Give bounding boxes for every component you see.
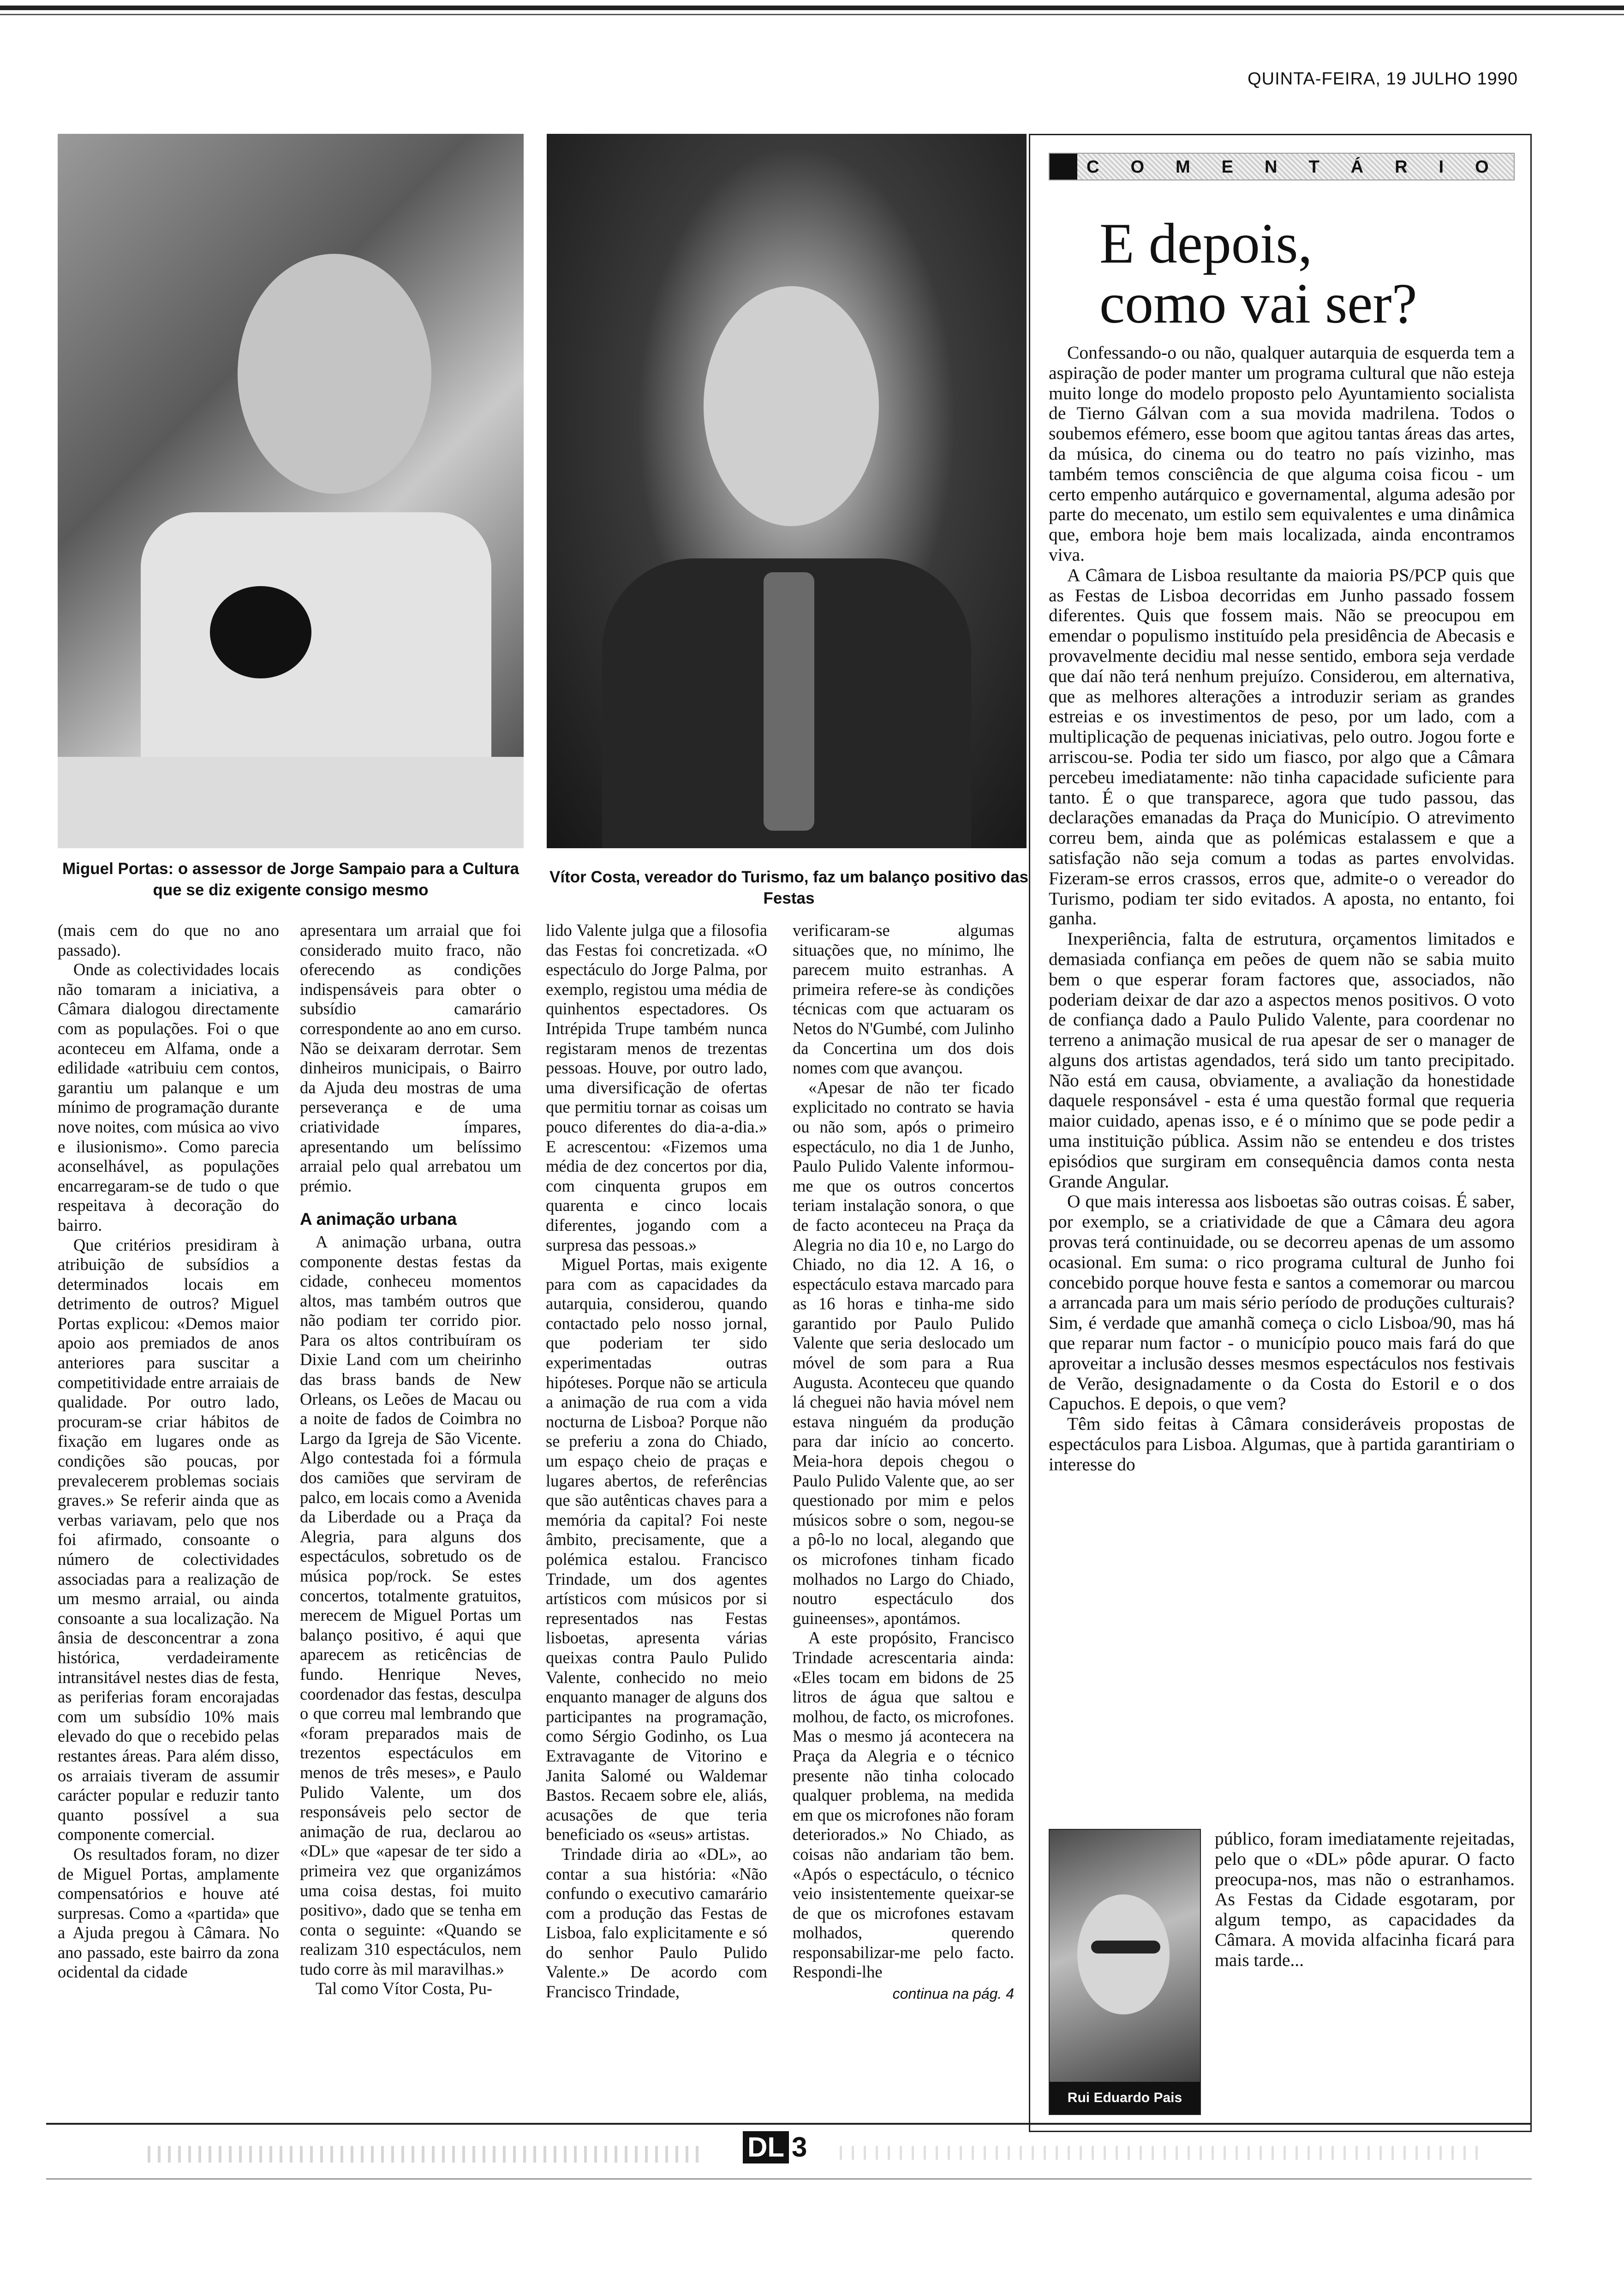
article-column-4 <box>793 921 1014 2102</box>
photo-subject-head <box>704 286 879 526</box>
top-rule <box>0 6 1624 10</box>
comment-final-paragraph: público, foram imediatamente rejeitadas, pelo que o «DL» pôde apurar. O facto preocupa-nos, mas não o estranhamos. As Festas da Cidade esgotaram, por algum tempo, as capacidades da Câmara. A movida alfacinha ficará para mais tarde... <box>1215 1828 1515 1970</box>
comment-title <box>1099 214 1515 334</box>
comment-section-tag <box>1049 153 1520 180</box>
article-paragraph: A animação urbana, outra componente destas festas da cidade, conheceu momentos altos, mas também outros que não podiam ter corrido pior. Para os altos contribuíram os Dixie Land com um cheirinho das brass bands de New Orleans, os Leões de Macau ou a noite de fados de Coimbra no Largo da Igreja de São Vicente. Algo contestada foi a fórmula dos camiões que serviram de palco, em locais como a Avenida da Liberdade ou a Praça da Alegria, para alguns dos espectáculos, sobretudo os de música pop/rock. Se estes concertos, totalmente gratuitos, merecem de Miguel Portas um balanço positivo, é aqui que aparecem as reticências de fundo. Henrique Neves, coordenador das festas, desculpa o que correu mal lembrando que «foram preparados mais de trezentos espectáculos em menos de três meses», e Paulo Pulido Valente, um dos responsáveis pelo sector de animação de rua, declarou ao «DL» que «apesar de ter sido a primeira vez que organizámos uma coisa destas, foi muito positivo», dado que se tenha em conta o seguinte: «Quando se realizam 310 espectáculos, nem tudo corre às mil maravilhas.» <box>300 1232 521 1978</box>
footer-rule <box>46 2123 1532 2125</box>
author-photo <box>1049 1829 1201 2115</box>
article-paragraph: «Apesar de não ter ficado explicitado no contrato se havia ou não som, após o primeiro espectáculo, no dia 1 de Junho, Paulo Pulido Valente informou-me que os outros concertos teriam instalação sonora, o que de facto aconteceu na Praça da Alegria no dia 10 e, no Largo do Chiado, no dia 12. A 16, o espectáculo estava marcado para as 16 horas e tinha-me sido garantido por Paulo Pulido Valente que seria deslocado um móvel de som para a Rua Augusta. Aconteceu que quando lá cheguei não havia móvel nem estava ninguém da produção para dar início ao concerto. Meia-hora depois chegou o Paulo Pulido Valente que, ao ser questionado por mim e pelos músicos sobre o som, negou-se a pô-lo no local, alegando que os microfones tinham ficado molhados no Largo do Chiado, noutro espectáculo dos guineenses», apontámos. <box>793 1078 1014 1628</box>
comment-body <box>1049 343 1515 1475</box>
article-paragraph: A este propósito, Francisco Trindade acrescentaria ainda: «Eles tocam em bidons de 25 litros de água que saltou e molhou, de facto, os microfones. Mas o mesmo já acontecera na Praça da Alegria e o técnico presente não tinha colocado qualquer problema, na medida em que os microfones não foram deteriorados.» No Chiado, as coisas não andariam tão bem. «Após o espectáculo, o técnico veio insistentemente queixar-se de que os microfones estavam molhados, querendo responsabilizar-me pelo facto. Respondi-lhe <box>793 1628 1014 1982</box>
article-paragraph: Os resultados foram, no dizer de Miguel Portas, amplamente compensatórios e houve até surpresas. Como a «partida» que a Ajuda pregou à Câmara. No ano passado, este bairro da zona ocidental da cidade <box>58 1844 279 1982</box>
comment-box <box>1029 134 1532 2132</box>
photo-subject-head <box>238 254 431 494</box>
photo-vitor-costa <box>547 134 1027 848</box>
photo1-caption: Miguel Portas: o assessor de Jorge Sampaio para a Cultura que se diz exigente consigo mesmo <box>62 860 519 899</box>
photo-table <box>58 757 524 848</box>
page-number: 3 <box>791 2132 807 2163</box>
footer-rule-thin <box>46 2178 1532 2180</box>
article-paragraph: Trindade diria ao «DL», ao contar a sua história: «Não confundo o executivo camarário com a produção das Festas de Lisboa, falo explicitamente e só do senhor Paulo Pulido Valente.» De acordo com Francisco Trindade, <box>546 1844 767 2001</box>
comment-paragraph: Confessando-o ou não, qualquer autarquia de esquerda tem a aspiração de poder manter um programa cultural que não esteja muito longe do modelo proposto pelo Ayuntamiento socialista de Tierno Gálvan com a sua movida madrilena. Todos o soubemos efémero, esse boom que agitou tantas áreas das artes, da música, do cinema ou do teatro no país vizinho, mas também temos consciência de que alguma coisa ficou - um certo empenho autárquico e governamental, alguma adesão por parte do mecenato, um estilo sem equivalentes e uma dinâmica que, embora hoje bem mais localizada, ainda encontramos viva. <box>1049 342 1515 565</box>
author-name: Rui Eduardo Pais <box>1050 2082 1200 2114</box>
comment-paragraph: Têm sido feitas à Câmara consideráveis propostas de espectáculos para Lisboa. Algumas, que à partida garantiriam o interesse do <box>1049 1414 1515 1474</box>
photo-miguel-portas <box>58 134 524 848</box>
article-paragraph: (mais cem do que no ano passado). <box>58 921 279 959</box>
issue-date: QUINTA-FEIRA, 19 JULHO 1990 <box>1248 69 1518 89</box>
page-footer-logo <box>743 2131 807 2163</box>
dl-logo: DL <box>743 2131 789 2163</box>
comment-paragraph: O que mais interessa aos lisboetas são outras coisas. É saber, por exemplo, se a criatividade de que a Câmara deu agora provas terá continuidade, ou se decorreu apenas de um assomo ocasional. Em suma: o rico programa cultural de Junho foi concebido porque houve festa e santos a comemorar ou marcou a arrancada para um mais sério período de produções culturais? Sim, é verdade que amanhã começa o ciclo Lisboa/90, mas há que reparar num factor - o município pouco mais fará do que aproveitar a inclusão desses mesmos espectáculos nos festivais de Verão, designadamente o da Costa do Estoril e o dos Capuchos. E depois, o que vem? <box>1049 1191 1515 1414</box>
photo2-caption: Vítor Costa, vereador do Turismo, faz um balanço positivo das Festas <box>549 868 1028 907</box>
article-paragraph: Miguel Portas, mais exigente para com as capacidades da autarquia, considerou, quando contactado pelo nosso jornal, que poderiam ter sido experimentadas outras hipóteses. Porque não se articula a animação de rua com a vida nocturna de Lisboa? Porque não se preferiu a zona do Chiado, um espaço cheio de praças e lugares abertos, de referências que são autênticas chaves para a memória da capital? Foi neste âmbito, precisamente, que a polémica estalou. Francisco Trindade, um dos agentes artísticos com músicos por si representados nas Festas lisboetas, apresenta várias queixas contra Paulo Pulido Valente, conhecido no meio enquanto manager de alguns dos participantes na programação, como Sérgio Godinho, os Lua Extravagante de Vitorino e Janita Salomé ou Waldemar Bastos. Recaem sobre ele, aliás, acusações de que teria beneficiado os «seus» artistas. <box>546 1255 767 1844</box>
comment-title-line1: E depois, <box>1099 212 1313 275</box>
article-column-1 <box>58 921 279 2102</box>
photo-subject-body <box>141 512 491 789</box>
top-rule-thin <box>0 14 1624 15</box>
article-paragraph: apresentara um arraial que foi considerado muito fraco, não oferecendo as condições indispensáveis para obter o subsídio camarário correspondente ao ano em curso. Não se deixaram derrotar. Sem dinheiros municipais, o Bairro da Ajuda deu mostras de uma perseverança e de uma criatividade ímpares, apresentando um belíssimo arraial pelo qual arrebatou um prémio. <box>300 921 521 1195</box>
article-paragraph: Tal como Vítor Costa, Pu- <box>316 1979 493 1998</box>
article-column-2 <box>300 921 521 2102</box>
article-subhead: A animação urbana <box>300 1210 457 1229</box>
footer-print-noise <box>148 2146 701 2163</box>
article-column-3 <box>546 921 767 2102</box>
tag-block-icon <box>1050 154 1077 180</box>
microphone-icon <box>210 586 311 678</box>
continued-note: continua na pág. 4 <box>892 1985 1014 2002</box>
comment-tag-label: COMENTÁRIO <box>1087 157 1520 177</box>
comment-paragraph: Inexperiência, falta de estrutura, orçamentos limitados e demasiada confiança em peões de quem não se sabia muito bem o que esperar foram factores que, associados, não poderiam deixar de dar azo a aspectos menos positivos. O voto de confiança dado a Paulo Pulido Valente, para coordenar no terreno a animação musical de rua apesar de ser o manager de alguns dos artistas agendados, terá sido um tanto precipitado. Não está em causa, obviamente, a avaliação da honestidade daquele responsável - esta é uma questão formal que requeria maior cuidado, apenas isso, e é o mínimo que se pode pedir a uma instituição pública. Assim não se entendeu e dos tristes episódios que surgiram em consequência damos conta nesta Grande Angular. <box>1049 929 1515 1192</box>
comment-title-line2: como vai ser? <box>1099 272 1417 335</box>
photo-subject-tie <box>764 572 814 831</box>
article-paragraph: lido Valente julga que a filosofia das Festas foi concretizada. «O espectáculo do Jorge Palma, por exemplo, registou uma média de quinhentos espectadores. Os Intrépida Trupe também nunca registaram menos de trezentas pessoas. Houve, por outro lado, uma diversificação de ofertas que permitiu tornar as coisas um pouco diferentes do dia-a-dia.» E acrescentou: «Fizemos uma média de dez concertos por dia, com cinquenta grupos em quarenta e cinco locais diferentes, jogando com a surpresa das pessoas.» <box>546 921 767 1254</box>
author-face <box>1077 1894 1170 2014</box>
comment-paragraph: A Câmara de Lisboa resultante da maioria PS/PCP quis que as Festas de Lisboa decorridas em Junho passado fossem diferentes. Quis que fossem mais. Não se preocupou em emendar o populismo instituído pela presidência de Abecasis e provavelmente decidiu mal nesse sentido, embora seja verdade que daí não terá nenhum prejuízo. Considerou, em alternativa, que as melhores alterações a introduzir seriam as grandes estreias e os investimentos de peso, por um lado, com a multiplicação de pequenas iniciativas, pelo outro. Jogou forte e arriscou-se. Podia ter sido um fiasco, por algo que a Câmara percebeu imediatamente: não tinha capacidade suficiente para tanto. É o que transparece, agora que tudo passou, das declarações emanadas da Praça do Município. O atrevimento correu bem, ainda que as polémicas estalassem e que a satisfação não seja comum a todas as partes envolvidas. Fizeram-se erros crassos, erros que, admite-o o vereador do Turismo, podiam ter sido evitados. A aposta, no entanto, foi ganha. <box>1049 564 1515 929</box>
footer-print-noise <box>840 2146 1486 2160</box>
glasses-icon <box>1091 1941 1160 1953</box>
article-paragraph: Que critérios presidiram à atribuição de subsídios a determinados locais em detrimento de outros? Miguel Portas explicou: «Demos maior apoio aos premiados de anos anteriores para suscitar a competitividade entre arraiais de qualidade. Por outro lado, procuram-se criar hábitos de fixação em lugares onde as condições são poucas, por prevalecerem problemas sociais graves.» Se referir ainda que as verbas variavam, pelo que nos foi afirmado, consoante o número de colectividades associadas para a realização de um mesmo arraial, ou ainda consoante a sua localização. Na ânsia de desconcentrar a zona histórica, verdadeiramente intransitável nestes dias de festa, as periferias foram encorajadas com um subsídio 10% mais elevado do que o recebido pelas restantes áreas. Para além disso, os arraiais tiveram de assumir carácter popular e reduzir tanto quanto possível a sua componente comercial. <box>58 1235 279 1844</box>
article-paragraph: verificaram-se algumas situações que, no mínimo, lhe parecem muito estranhas. A primeira refere-se às condições técnicas com que actuaram os Netos do N'Gumbé, com Julinho da Concertina um dos dois nomes com que avançou. <box>793 921 1014 1078</box>
article-paragraph: Onde as colectividades locais não tomaram a iniciativa, a Câmara dialogou directamente com as populações. Foi o que aconteceu em Alfama, onde a edilidade «atribuiu cem contos, garantiu um palanque e um mínimo de programação durante nove noites, com música ao vivo e ilusionismo». Como parecia aconselhável, as populações encarregaram-se de tudo o que respeitava à decoração do bairro. <box>58 960 279 1234</box>
